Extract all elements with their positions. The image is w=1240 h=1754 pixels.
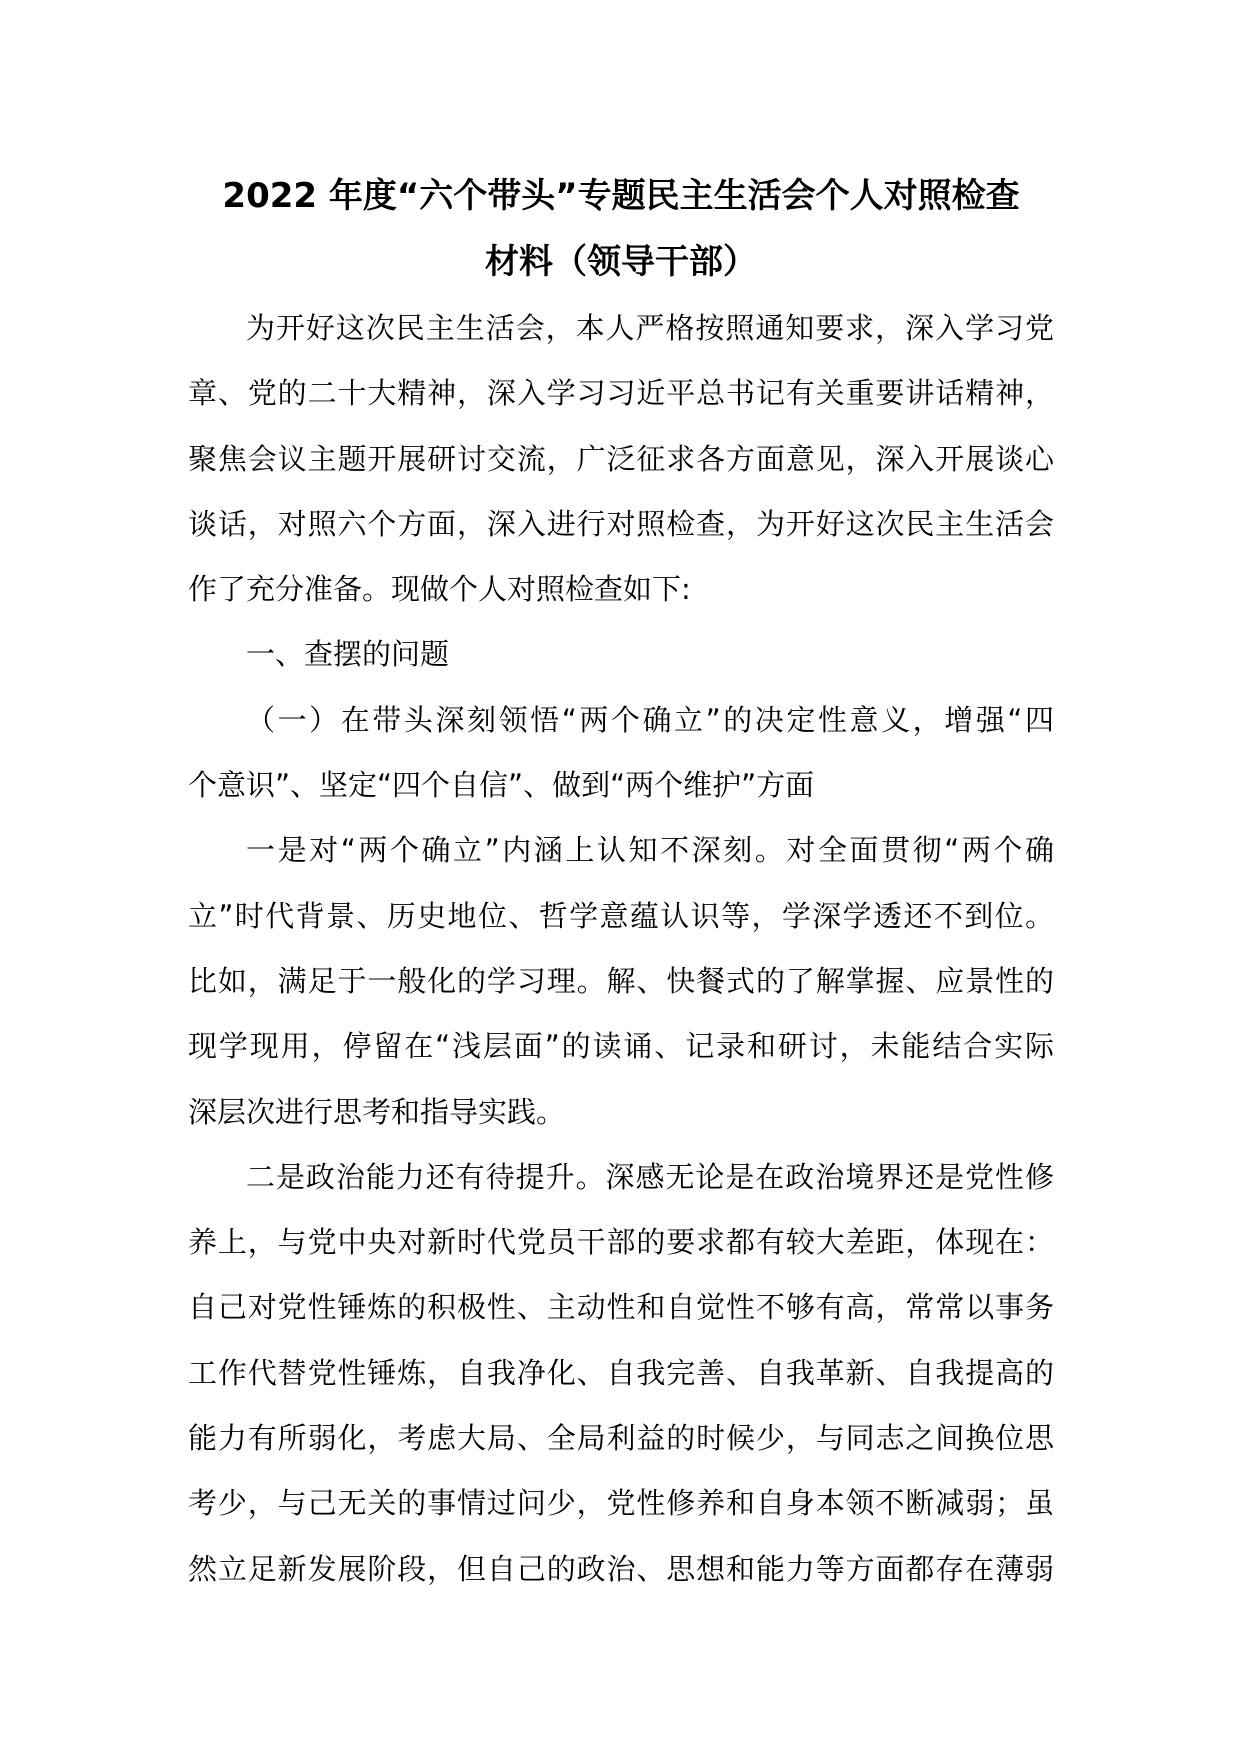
document-body (188, 296, 1054, 1602)
body-line: 聚焦会议主题开展研讨交流，广泛征求各方面意见，深入开展谈心 (188, 441, 1054, 476)
body-line: 自己对党性锤炼的积极性、主动性和自觉性不够有高，常常以事务 (188, 1290, 1054, 1325)
body-line: 然立足新发展阶段，但自己的政治、思想和能力等方面都存在薄弱 (188, 1551, 1054, 1586)
body-line: 作了充分准备。现做个人对照检查如下: (188, 572, 691, 607)
body-line: 比如，满足于一般化的学习理。解、快餐式的了解掌握、应景性的 (188, 963, 1054, 998)
body-line: 深层次进行思考和指导实践。 (188, 1094, 566, 1129)
body-line: 养上，与党中央对新时代党员干部的要求都有较大差距，体现在： (188, 1225, 1054, 1260)
body-line: 二是政治能力还有待提升。深感无论是在政治境界还是党性修 (246, 1159, 1054, 1194)
section-heading: 一、查摆的问题 (246, 637, 450, 672)
body-line: 为开好这次民主生活会，本人严格按照通知要求，深入学习党 (246, 311, 1054, 345)
body-line: 谈话，对照六个方面，深入进行对照检查，为开好这次民主生活会 (188, 506, 1054, 541)
body-line: 能力有所弱化，考虑大局、全局利益的时候少，与同志之间换位思 (188, 1421, 1054, 1456)
body-line: 立”时代背景、历史地位、哲学意蕴认识等，学深学透还不到位。 (188, 898, 1054, 933)
body-line: 一是对“两个确立”内涵上认知不深刻。对全面贯彻“两个确 (246, 833, 1054, 868)
body-line: 工作代替党性锤炼，自我净化、自我完善、自我革新、自我提高的 (188, 1355, 1054, 1390)
document-title-line-2: 材料（领导干部） (485, 242, 757, 282)
body-line: 章、党的二十大精神，深入学习习近平总书记有关重要讲话精神， (188, 376, 1054, 411)
body-line: 现学现用，停留在“浅层面”的读诵、记录和研讨，未能结合实际 (188, 1029, 1054, 1064)
subsection-heading-continued: 个意识”、坚定“四个自信”、做到“两个维护”方面 (188, 768, 815, 803)
document-title-line-1: 2022 年度“六个带头”专题民主生活会个人对照检查 (222, 176, 1020, 216)
subsection-heading: （一）在带头深刻领悟“两个确立”的决定性意义，增强“四 (246, 702, 1054, 737)
body-line: 考少，与己无关的事情过问少，党性修养和自身本领不断减弱；虽 (188, 1486, 1054, 1521)
